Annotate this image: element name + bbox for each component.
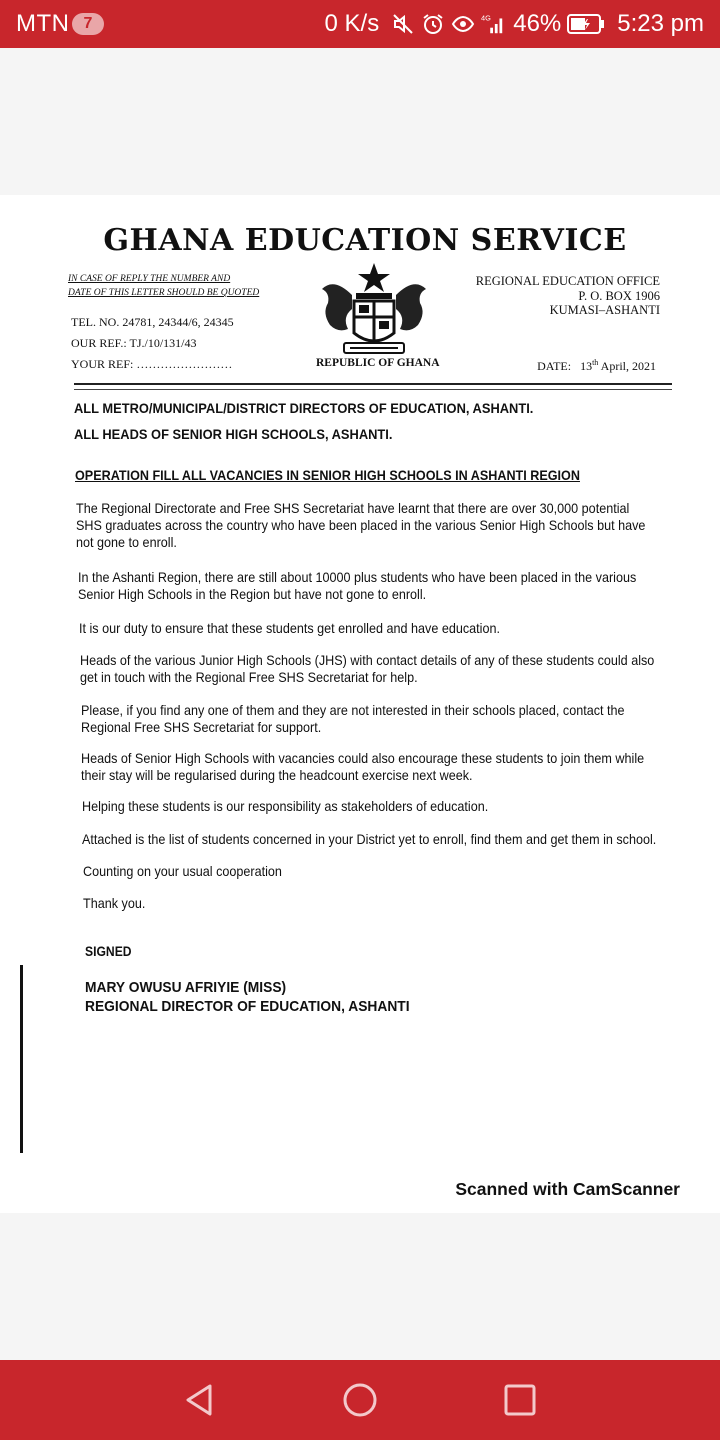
back-icon[interactable] (180, 1380, 220, 1420)
carrier-name: MTN (16, 10, 70, 37)
paragraph-3: It is our duty to ensure that these students get enrolled and have education. (79, 620, 500, 636)
scan-edge-line (20, 965, 23, 1153)
signal-strength-icon (481, 12, 505, 36)
letter-subject: OPERATION FILL ALL VACANCIES IN SENIOR HIGH SCHOOLS IN ASHANTI REGION (75, 467, 580, 483)
paragraph-8: Attached is the list of students concerned in your District yet to enroll, find them and get them in school. (82, 831, 657, 847)
date-day: 13 (580, 359, 593, 373)
your-reference: YOUR REF: …………………… (71, 357, 233, 371)
signature-block (85, 978, 410, 1016)
signer-name: MARY OWUSU AFRIYIE (MISS) (85, 979, 287, 996)
navigation-bar (0, 1360, 720, 1440)
network-speed: 0 K/s (324, 10, 380, 37)
paragraph-10: Thank you. (83, 895, 146, 911)
status-icons (325, 10, 704, 38)
paragraph-6: Heads of Senior High Schools with vacancies could also encourage these students to join them while their stay will be regularised during the headcount exercise next week. (81, 750, 645, 783)
date-suffix: th (592, 358, 599, 367)
ghana-coat-of-arms-emblem (314, 261, 434, 363)
paragraph-1: The Regional Directorate and Free SHS Secretariat have learnt that there are over 30,000 potential SHS graduates across the country who have been placed in the various Senior High Schools but have not gone to enroll. (76, 500, 646, 550)
date-month-year: April, 2021 (600, 359, 656, 373)
document-title: GHANA EDUCATION SERVICE (103, 223, 627, 258)
addressee-line-2: ALL HEADS OF SENIOR HIGH SCHOOLS, ASHANTI. (74, 426, 393, 442)
office-address (476, 274, 660, 318)
camscanner-watermark: Scanned with CamScanner (455, 1179, 680, 1199)
document-page (0, 195, 720, 1213)
emblem-caption: REPUBLIC OF GHANA (316, 357, 440, 369)
reply-note (68, 272, 259, 300)
office-name: REGIONAL EDUCATION OFFICE (475, 274, 660, 288)
header-divider (74, 383, 672, 385)
reply-note-line-1: IN CASE OF REPLY THE NUMBER AND (68, 274, 231, 284)
signed-label: SIGNED (85, 944, 132, 959)
recents-icon[interactable] (500, 1380, 540, 1420)
eye-comfort-icon (451, 12, 475, 36)
office-city: KUMASI–ASHANTI (549, 303, 660, 317)
telephone-numbers: TEL. NO. 24781, 24344/6, 24345 (71, 315, 234, 329)
reply-note-line-2: DATE OF THIS LETTER SHOULD BE QUOTED (68, 288, 260, 298)
paragraph-2: In the Ashanti Region, there are still about 10000 plus students who have been placed in the various Senior High Schools in the Region but have not gone to enroll. (78, 569, 637, 602)
status-bar (0, 0, 720, 48)
date-label: DATE: (537, 359, 572, 373)
clock: 5:23 pm (617, 10, 704, 37)
alarm-icon (421, 12, 445, 36)
signer-title: REGIONAL DIRECTOR OF EDUCATION, ASHANTI (85, 998, 410, 1015)
battery-percent: 46% (513, 10, 562, 37)
paragraph-4: Heads of the various Junior High Schools (JHS) with contact details of any of these students could also get in touch with the Regional Free SHS Secretariat for help. (80, 652, 655, 685)
header-divider-thin (74, 389, 672, 390)
office-po-box: P. O. BOX 1906 (578, 288, 660, 303)
mute-icon (391, 12, 415, 36)
notification-count-badge: 7 (72, 13, 104, 35)
battery-charging-icon (567, 13, 605, 35)
paragraph-5: Please, if you find any one of them and they are not interested in their schools placed, contact the Regional Free SHS Secretariat for support. (81, 702, 625, 735)
paragraph-9: Counting on your usual cooperation (83, 863, 282, 879)
svg-text:4G: 4G (481, 13, 492, 23)
reference-block (71, 312, 234, 375)
letter-date (537, 358, 656, 374)
home-icon[interactable] (340, 1380, 380, 1420)
our-reference: OUR REF.: TJ./10/131/43 (71, 336, 197, 350)
paragraph-7: Helping these students is our responsibility as stakeholders of education. (82, 798, 489, 814)
addressee-line-1: ALL METRO/MUNICIPAL/DISTRICT DIRECTORS OF EDUCATION, ASHANTI. (74, 400, 534, 416)
